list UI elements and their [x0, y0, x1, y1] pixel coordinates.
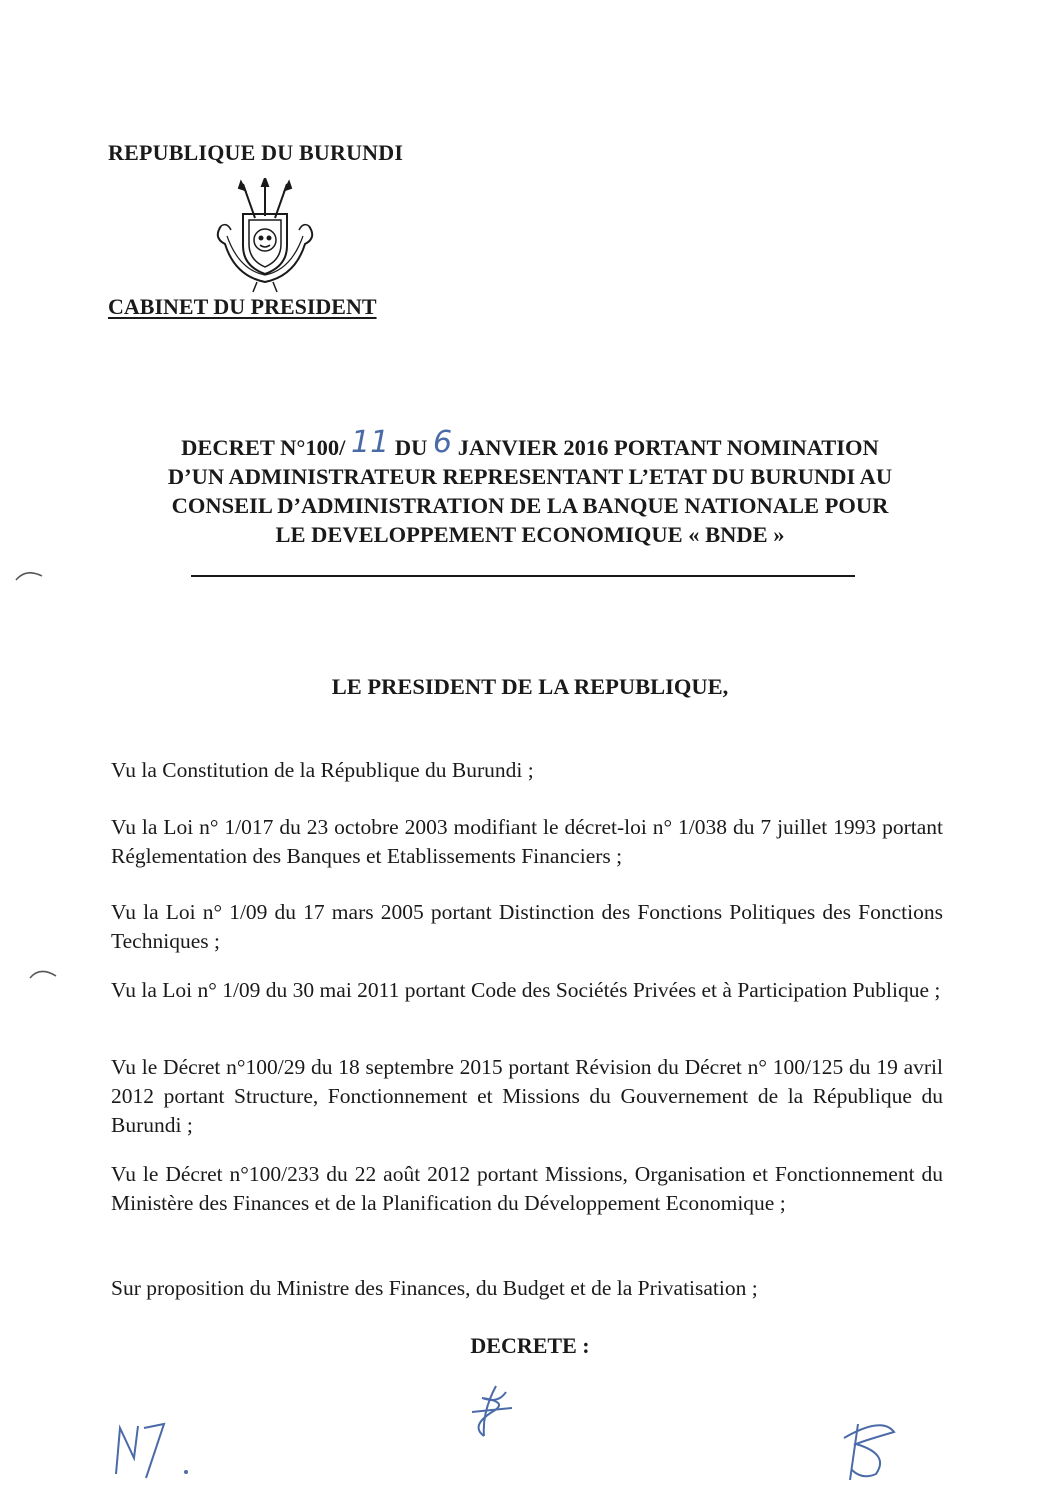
- preamble-functions-law: Vu la Loi n° 1/09 du 17 mars 2005 portant Distinction des Fonctions Politiques des Fonctions Techniques ;: [111, 900, 943, 953]
- coat-of-arms-emblem: [205, 178, 325, 296]
- decree-title-part-2: DU: [394, 435, 428, 460]
- title-divider: [191, 575, 855, 577]
- president-heading: LE PRESIDENT DE LA REPUBLIQUE,: [331, 674, 729, 699]
- initials-signature-center-icon: [462, 1382, 522, 1442]
- initials-signature-right-icon: [836, 1414, 906, 1486]
- preamble-proposal: Sur proposition du Ministre des Finances, du Budget et de la Privatisation ;: [111, 1276, 758, 1300]
- decree-title-line-3: CONSEIL D’ADMINISTRATION DE LA BANQUE NATIONALE POUR: [171, 493, 889, 518]
- cabinet-heading: CABINET DU PRESIDENT: [108, 294, 377, 319]
- margin-mark-icon: [28, 964, 58, 984]
- preamble-government-decree: Vu le Décret n°100/29 du 18 septembre 2015 portant Révision du Décret n° 100/125 du 19 avril 2012 portant Structure, Fonctionnement et Missions du Gouvernement de la République du Burundi ;: [111, 1055, 943, 1137]
- decree-title-line-4: LE DEVELOPPEMENT ECONOMIQUE « BNDE »: [275, 522, 785, 547]
- preamble-companies-code: Vu la Loi n° 1/09 du 30 mai 2011 portant Code des Sociétés Privées et à Participation Publique ;: [111, 978, 941, 1002]
- decree-day-handwritten: 6: [432, 425, 453, 460]
- preamble-finance-ministry-decree: Vu le Décret n°100/233 du 22 août 2012 portant Missions, Organisation et Fonctionnement du Ministère des Finances et de la Planification du Développement Economique ;: [111, 1162, 943, 1215]
- margin-mark-icon: [14, 566, 44, 586]
- decree-title-part-3: JANVIER 2016 PORTANT NOMINATION: [457, 435, 879, 460]
- decree-number-handwritten: 11: [351, 425, 390, 460]
- decree-title-line-1: [110, 425, 950, 462]
- preamble-constitution: Vu la Constitution de la République du Burundi ;: [111, 758, 534, 782]
- preamble-banking-law: Vu la Loi n° 1/017 du 23 octobre 2003 modifiant le décret-loi n° 1/038 du 7 juillet 1993 portant Réglementation des Banques et Etablissements Financiers ;: [111, 815, 943, 868]
- decree-title-line-2: D’UN ADMINISTRATEUR REPRESENTANT L’ETAT DU BURUNDI AU: [167, 464, 893, 489]
- decree-title: [110, 425, 950, 549]
- decree-title-part-1: DECRET N°100/: [181, 435, 346, 460]
- republic-title: REPUBLIQUE DU BURUNDI: [108, 140, 404, 165]
- decrete-heading: DECRETE :: [470, 1333, 590, 1358]
- initials-signature-left-icon: [112, 1414, 202, 1484]
